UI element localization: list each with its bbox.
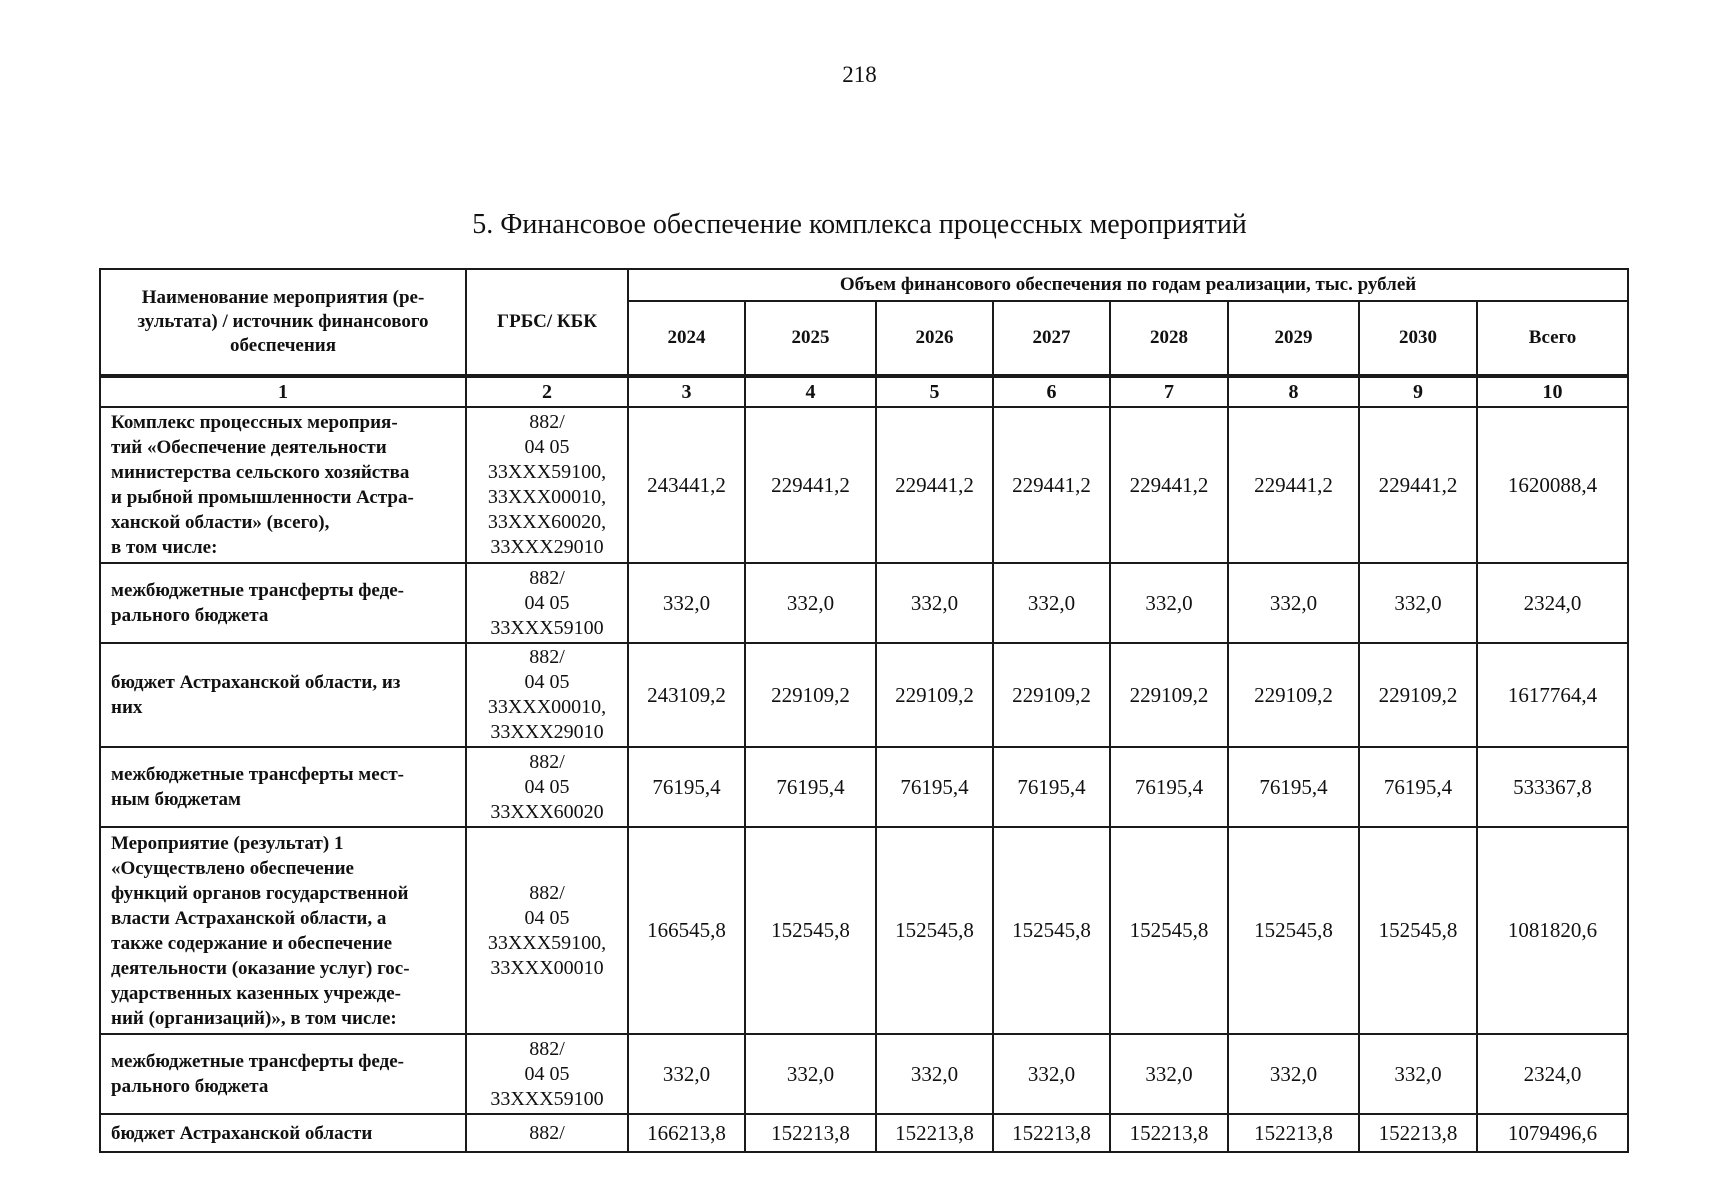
value-2030: 229109,2	[1359, 643, 1477, 747]
value-2027: 229441,2	[993, 407, 1110, 563]
value-2030: 152213,8	[1359, 1114, 1477, 1152]
table-row	[100, 827, 1628, 1034]
header-year-2027: 2027	[993, 301, 1110, 375]
row-name: бюджет Астраханской области	[100, 1114, 466, 1152]
value-2029: 332,0	[1228, 1034, 1359, 1114]
header-year-2028: 2028	[1110, 301, 1228, 375]
header-year-2025: 2025	[745, 301, 876, 375]
value-2026: 76195,4	[876, 747, 993, 827]
column-number: 7	[1110, 377, 1228, 407]
value-2029: 229109,2	[1228, 643, 1359, 747]
row-name: межбюджетные трансферты мест- ным бюджетам	[100, 747, 466, 827]
column-number: 4	[745, 377, 876, 407]
column-number: 3	[628, 377, 745, 407]
row-code: 882/ 04 05 33ХХХ59100	[466, 1034, 628, 1114]
value-2028: 229441,2	[1110, 407, 1228, 563]
row-name: межбюджетные трансферты феде- рального бюджета	[100, 1034, 466, 1114]
row-code: 882/ 04 05 33ХХХ60020	[466, 747, 628, 827]
value-2024: 166545,8	[628, 827, 745, 1034]
value-2028: 152213,8	[1110, 1114, 1228, 1152]
row-code: 882/ 04 05 33ХХХ59100	[466, 563, 628, 643]
value-2024: 332,0	[628, 563, 745, 643]
table-row	[100, 1034, 1628, 1114]
value-total: 1620088,4	[1477, 407, 1628, 563]
header-volume-caption: Объем финансового обеспечения по годам реализации, тыс. рублей	[628, 269, 1628, 301]
row-name: Мероприятие (результат) 1 «Осуществлено обеспечение функций органов государственной власти Астраханской области, а также содержание и обеспечение деятельности (оказание услуг) гос- ударственных казенных учрежде- ний (организаций)», в том числе:	[100, 827, 466, 1034]
header-year-2029: 2029	[1228, 301, 1359, 375]
value-2029: 229441,2	[1228, 407, 1359, 563]
value-2025: 152213,8	[745, 1114, 876, 1152]
table-row	[100, 563, 1628, 643]
value-2025: 229109,2	[745, 643, 876, 747]
value-2024: 243441,2	[628, 407, 745, 563]
table-row	[100, 747, 1628, 827]
column-number: 10	[1477, 377, 1628, 407]
value-2028: 332,0	[1110, 1034, 1228, 1114]
column-number: 2	[466, 377, 628, 407]
value-total: 533367,8	[1477, 747, 1628, 827]
header-year-2030: 2030	[1359, 301, 1477, 375]
value-total: 1081820,6	[1477, 827, 1628, 1034]
header-total: Всего	[1477, 301, 1628, 375]
value-2027: 332,0	[993, 1034, 1110, 1114]
header-name-column: Наименование мероприятия (ре- зультата) / источник финансового обеспечения	[100, 269, 466, 375]
value-2027: 152213,8	[993, 1114, 1110, 1152]
value-2025: 152545,8	[745, 827, 876, 1034]
value-2027: 152545,8	[993, 827, 1110, 1034]
header-code-column: ГРБС/ КБК	[466, 269, 628, 375]
row-code: 882/	[466, 1114, 628, 1152]
value-2028: 152545,8	[1110, 827, 1228, 1034]
column-number: 6	[993, 377, 1110, 407]
value-2024: 166213,8	[628, 1114, 745, 1152]
value-2030: 152545,8	[1359, 827, 1477, 1034]
row-name: Комплекс процессных мероприя- тий «Обеспечение деятельности министерства сельского хозяйства и рыбной промышленности Астра- ханской области» (всего), в том числе:	[100, 407, 466, 563]
value-2030: 229441,2	[1359, 407, 1477, 563]
row-code: 882/ 04 05 33ХХХ59100, 33ХХХ00010	[466, 827, 628, 1034]
value-2029: 152545,8	[1228, 827, 1359, 1034]
header-year-2026: 2026	[876, 301, 993, 375]
value-2025: 76195,4	[745, 747, 876, 827]
value-2030: 332,0	[1359, 1034, 1477, 1114]
value-2027: 332,0	[993, 563, 1110, 643]
value-2029: 76195,4	[1228, 747, 1359, 827]
value-total: 1617764,4	[1477, 643, 1628, 747]
page-number: 218	[842, 62, 877, 87]
data-table	[99, 376, 1629, 1153]
value-2026: 229441,2	[876, 407, 993, 563]
value-total: 1079496,6	[1477, 1114, 1628, 1152]
value-2028: 76195,4	[1110, 747, 1228, 827]
column-number: 1	[100, 377, 466, 407]
section-title: 5. Финансовое обеспечение комплекса процессных мероприятий	[472, 209, 1247, 240]
value-2030: 76195,4	[1359, 747, 1477, 827]
value-2024: 332,0	[628, 1034, 745, 1114]
column-number-row	[100, 377, 1628, 407]
table-row	[100, 1114, 1628, 1152]
value-2025: 332,0	[745, 1034, 876, 1114]
value-2026: 152545,8	[876, 827, 993, 1034]
value-2028: 229109,2	[1110, 643, 1228, 747]
value-2025: 332,0	[745, 563, 876, 643]
value-2030: 332,0	[1359, 563, 1477, 643]
column-number: 8	[1228, 377, 1359, 407]
value-2027: 76195,4	[993, 747, 1110, 827]
value-total: 2324,0	[1477, 1034, 1628, 1114]
row-name: бюджет Астраханской области, из них	[100, 643, 466, 747]
value-2029: 332,0	[1228, 563, 1359, 643]
value-2028: 332,0	[1110, 563, 1228, 643]
value-2024: 76195,4	[628, 747, 745, 827]
value-2026: 229109,2	[876, 643, 993, 747]
value-2025: 229441,2	[745, 407, 876, 563]
value-total: 2324,0	[1477, 563, 1628, 643]
value-2029: 152213,8	[1228, 1114, 1359, 1152]
row-name: межбюджетные трансферты феде- рального бюджета	[100, 563, 466, 643]
table-row	[100, 643, 1628, 747]
row-code: 882/ 04 05 33ХХХ00010, 33ХХХ29010	[466, 643, 628, 747]
column-number: 5	[876, 377, 993, 407]
table-row	[100, 407, 1628, 563]
header-table	[99, 268, 1629, 376]
value-2027: 229109,2	[993, 643, 1110, 747]
value-2026: 332,0	[876, 1034, 993, 1114]
column-number: 9	[1359, 377, 1477, 407]
value-2024: 243109,2	[628, 643, 745, 747]
value-2026: 332,0	[876, 563, 993, 643]
value-2026: 152213,8	[876, 1114, 993, 1152]
header-year-2024: 2024	[628, 301, 745, 375]
row-code: 882/ 04 05 33ХХХ59100, 33ХХХ00010, 33ХХХ60020, 33ХХХ29010	[466, 407, 628, 563]
